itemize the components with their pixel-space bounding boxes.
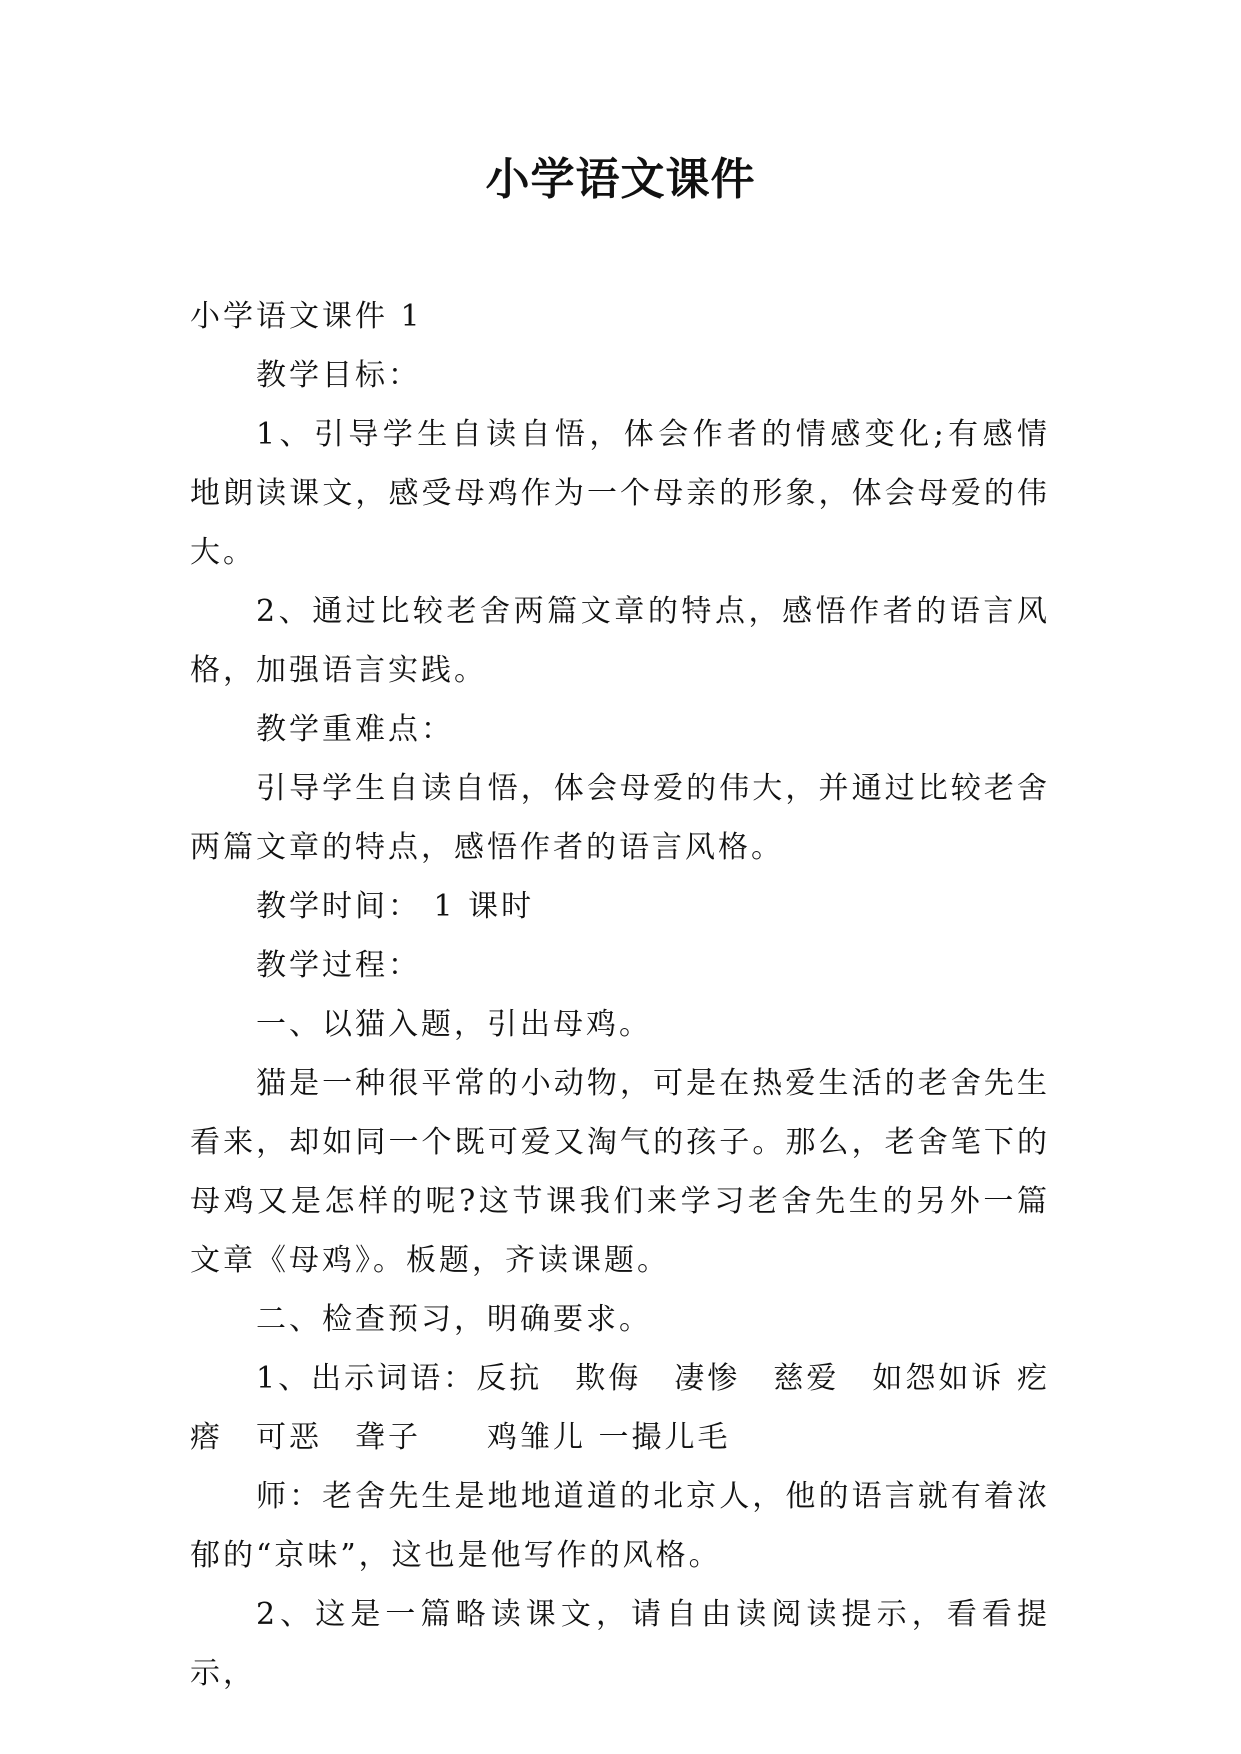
paragraph: 二、检查预习，明确要求。 [256,1302,652,1337]
paragraph: 教学过程： [256,948,421,983]
section-heading: 小学语文课件 1 [190,299,423,334]
paragraph: 2、通过比较老舍两篇文章的特点，感悟作者的语言风格，加强语言实践。 [190,594,1050,688]
paragraph: 教学目标： [256,358,421,393]
paragraph: 1、出示词语：反抗 欺侮 凄惨 慈爱 如怨如诉 疙瘩 可恶 聋子 鸡雏儿 一撮儿毛 [190,1361,1050,1455]
paragraph: 猫是一种很平常的小动物，可是在热爱生活的老舍先生看来，却如同一个既可爱又淘气的孩子。那么，老舍笔下的母鸡又是怎样的呢?这节课我们来学习老舍先生的另外一篇文章《母鸡》。板题，齐读课题。 [190,1066,1050,1278]
paragraph: 1、引导学生自读自悟，体会作者的情感变化;有感情地朗读课文，感受母鸡作为一个母亲的形象，体会母爱的伟大。 [190,417,1050,570]
document-body [190,287,1050,1703]
paragraph: 教学重难点： [256,712,454,747]
paragraph: 2、这是一篇略读课文，请自由读阅读提示，看看提示， [190,1597,1050,1691]
paragraph: 师：老舍先生是地地道道的北京人，他的语言就有着浓郁的“京味”，这也是他写作的风格。 [190,1479,1050,1573]
paragraph: 引导学生自读自悟，体会母爱的伟大，并通过比较老舍两篇文章的特点，感悟作者的语言风格。 [190,771,1050,865]
paragraph: 教学时间： 1 课时 [256,889,535,924]
document-title: 小学语文课件 [485,154,756,205]
paragraph: 一、以猫入题，引出母鸡。 [256,1007,652,1042]
